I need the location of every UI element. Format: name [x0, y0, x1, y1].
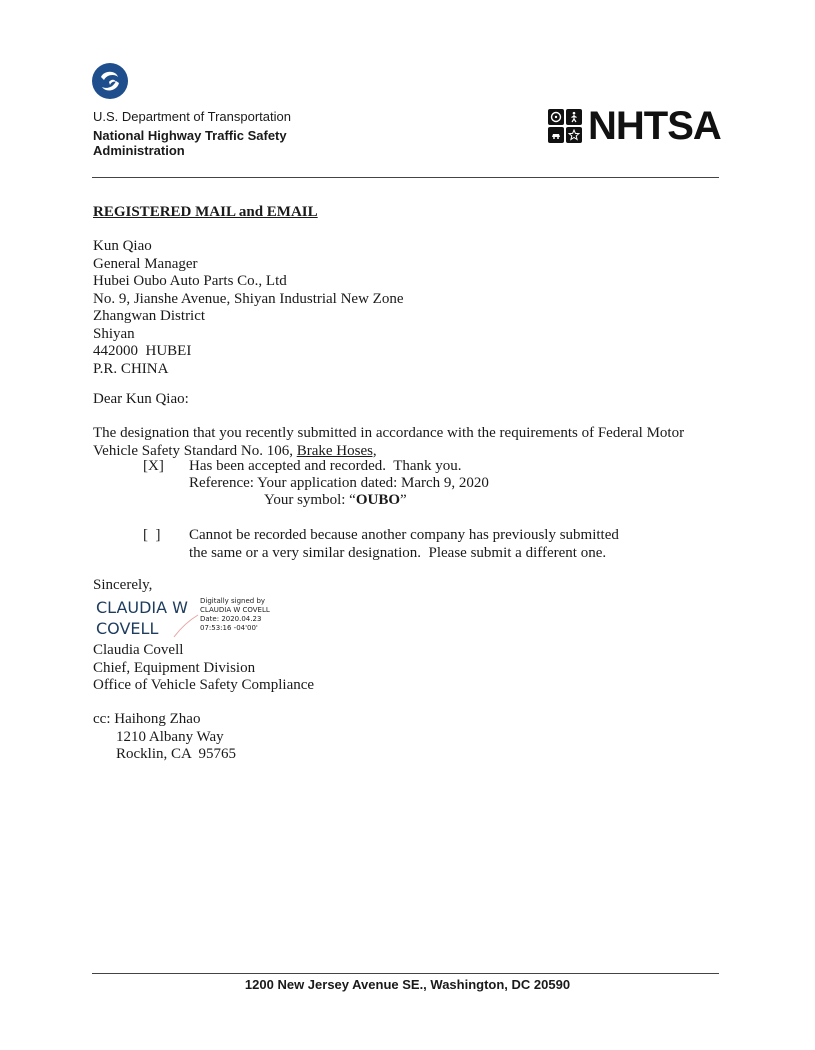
footer-divider: [92, 973, 719, 974]
symbol-prefix: Your symbol: “: [264, 492, 356, 508]
car-crash-icon: [548, 127, 564, 143]
nhtsa-icon-grid: [548, 109, 582, 143]
recipient-street: No. 9, Jianshe Avenue, Shiyan Industrial New Zone: [93, 290, 404, 307]
recipient-title: General Manager: [93, 255, 198, 272]
symbol-suffix: ”: [400, 492, 407, 508]
signature-meta-line: Date: 2020.04.23: [200, 615, 262, 623]
rejected-checkbox-mark: [ ]: [143, 527, 161, 543]
signature-stroke-icon: [168, 613, 204, 639]
body-intro: The designation that you recently submitted in accordance with the requirements of Federal Motor Vehicle Safety Standard No. 106,: [93, 425, 685, 459]
recipient-country: P.R. CHINA: [93, 360, 169, 377]
recipient-company: Hubei Oubo Auto Parts Co., Ltd: [93, 273, 287, 289]
footer-address: 1200 New Jersey Avenue SE., Washington, DC 20590: [244, 977, 571, 992]
standard-name: Brake Hoses,: [296, 442, 377, 459]
closing: Sincerely,: [93, 577, 153, 593]
signature-meta-line: 07:53:16 -04'00': [200, 624, 258, 632]
nhtsa-wordmark: NHTSA: [588, 104, 721, 148]
mail-heading: REGISTERED MAIL and EMAIL: [93, 204, 318, 220]
recipient-city: Shiyan: [93, 325, 135, 342]
agency-name-line1: National Highway Traffic Safety: [93, 128, 287, 143]
cc-city: Rocklin, CA 95765: [116, 746, 237, 762]
accepted-checkbox-mark: [X]: [143, 458, 164, 474]
agency-name: [93, 128, 287, 158]
accepted-text: Has been accepted and recorded. Thank you.: [189, 458, 462, 474]
dot-triskelion-icon: [92, 63, 128, 99]
star-icon: [566, 127, 582, 143]
signer-office: Office of Vehicle Safety Compliance: [93, 677, 315, 693]
body-paragraph: [93, 425, 693, 460]
recipient-district: Zhangwan District: [93, 308, 206, 324]
cc-recipient: cc: Haihong Zhao: [93, 711, 201, 727]
signer-name: Claudia Covell: [93, 642, 184, 658]
recipient-name: Kun Qiao: [93, 238, 152, 254]
pedestrian-icon: [566, 109, 582, 125]
agency-name-line2: Administration: [93, 143, 185, 158]
symbol-value: OUBO: [355, 492, 401, 508]
signature-meta-line: Digitally signed by: [200, 597, 266, 605]
rejected-text: Cannot be recorded because another company has previously submitted the same or a very similar designation. Please submit a different one.: [189, 527, 623, 561]
signature-name-line1: CLAUDIA W: [96, 598, 188, 617]
signer-block: [93, 642, 314, 695]
recipient-postcode: 442000 HUBEI: [93, 343, 192, 359]
symbol-line: [264, 492, 407, 510]
signer-title: Chief, Equipment Division: [93, 659, 256, 676]
signature-name-line2: COVELL: [96, 619, 159, 638]
steering-wheel-icon: [548, 109, 564, 125]
nhtsa-logo: [548, 104, 721, 148]
digital-signature: [96, 595, 296, 639]
salutation: Dear Kun Qiao:: [93, 391, 189, 407]
department-name: U.S. Department of Transportation: [93, 109, 291, 124]
cc-block: [93, 711, 236, 764]
cc-street: 1210 Albany Way: [116, 728, 224, 745]
header-divider: [92, 177, 719, 178]
reference-line: Reference: Your application dated: March 9, 2020: [189, 475, 489, 491]
signature-meta-line: CLAUDIA W COVELL: [200, 606, 270, 614]
signature-meta: [200, 597, 270, 633]
recipient-address: [93, 238, 404, 378]
